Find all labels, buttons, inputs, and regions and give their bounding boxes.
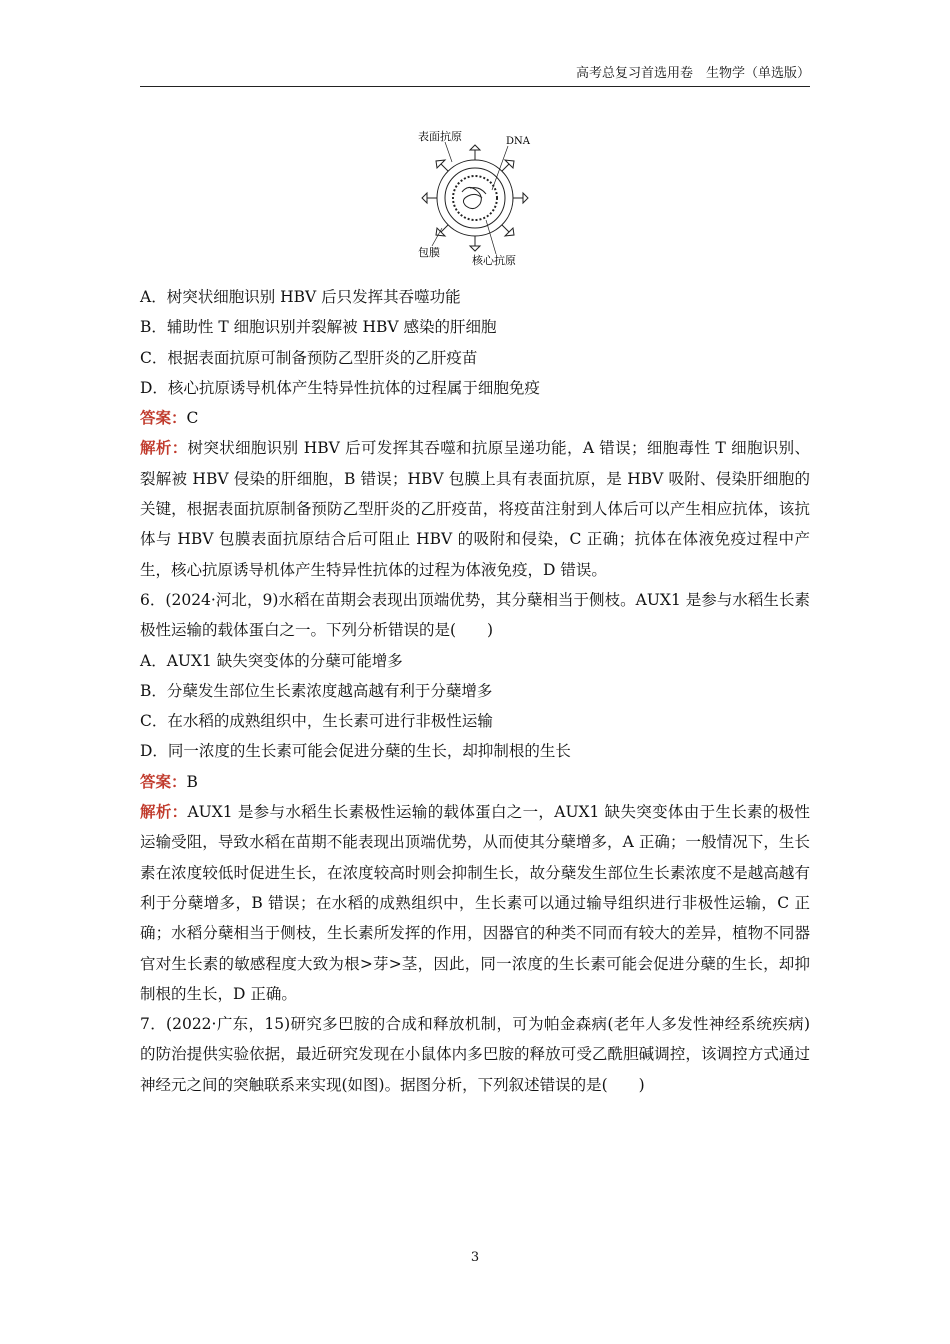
- q5-option-d: D．核心抗原诱导机体产生特异性抗体的过程属于细胞免疫: [140, 378, 540, 397]
- hbv-structure-figure: [410, 128, 540, 268]
- header-title: 高考总复习首选用卷 生物学（单选版）: [575, 66, 810, 81]
- q6-answer-label: 答案：: [140, 771, 187, 791]
- q5-answer: [140, 403, 810, 433]
- q6-analysis-label: 解析：: [140, 802, 188, 822]
- core-antigen-label: 核心抗原: [472, 254, 516, 267]
- q6-option-b: B．分蘖发生部位生长素浓度越高越有利于分蘖增多: [140, 681, 493, 700]
- q5-option-a: A．树突状细胞识别 HBV 后只发挥其吞噬功能: [140, 288, 461, 306]
- surface-antigen-label: 表面抗原: [418, 130, 462, 143]
- core-beaded-ring: [453, 176, 497, 220]
- q5-analysis-text: 树突状细胞识别 HBV 后可发挥其吞噬和抗原呈递功能，A 错误；细胞毒性 T 细胞识别、裂解被 HBV 侵染的肝细胞，B 错误；HBV 包膜上具有表面抗原，是 HBV 吸附、侵染肝细胞的关键，根据表面抗原制备预防乙型肝炎的乙肝疫苗，将疫苗注射到人体后可以产生相应抗体，该抗体与 HBV 包膜表面抗原结合后可阻止 HBV 的吸附和侵染，C 正确；抗体在体液免疫过程中产生，核心抗原诱导机体产生特异性抗体的过程为体液免疫，D 错误。: [140, 439, 810, 579]
- q5-analysis-label: 解析：: [140, 438, 188, 458]
- page-header: [140, 66, 810, 87]
- q5-option-b: B．辅助性 T 细胞识别并裂解被 HBV 感染的肝细胞: [140, 318, 497, 337]
- q6-answer: [140, 767, 810, 797]
- dna-label: DNA: [506, 136, 530, 147]
- q6-analysis: [140, 797, 810, 1009]
- q5-answer-value: C: [186, 409, 199, 428]
- q6-answer-value: B: [186, 772, 198, 791]
- q5-answer-label: 答案：: [140, 408, 187, 428]
- q6-stem: 6．(2024·河北，9)水稻在苗期会表现出顶端优势，其分蘖相当于侧枝。AUX1 是参与水稻生长素极性运输的载体蛋白之一。下列分析错误的是( ): [140, 590, 810, 640]
- q5-option-c: C．根据表面抗原可制备预防乙型肝炎的乙肝疫苗: [140, 348, 478, 367]
- page-number: 3: [470, 1250, 480, 1265]
- page-content: [140, 282, 810, 1100]
- hbv-virus-diagram: [410, 128, 540, 268]
- q5-analysis: [140, 433, 810, 584]
- q6-option-c: C．在水稻的成熟组织中，生长素可进行非极性运输: [140, 712, 493, 731]
- dna-strand-2: [470, 188, 486, 194]
- q6-option-a: A．AUX1 缺失突变体的分蘖可能增多: [140, 651, 403, 670]
- q6-option-d: D．同一浓度的生长素可能会促进分蘖的生长，却抑制根的生长: [140, 742, 571, 761]
- dna-strand: [462, 187, 482, 208]
- q7-stem: 7．(2022·广东，15)研究多巴胺的合成和释放机制，可为帕金森病(老年人多发性神经系统疾病)的防治提供实验依据，最近研究发现在小鼠体内多巴胺的释放可受乙酰胆碱调控，该调控方式通过神经元之间的突触联系来实现(如图)。据图分析，下列叙述错误的是( ): [140, 1015, 810, 1094]
- envelope-label: 包膜: [418, 246, 440, 259]
- q6-analysis-text: AUX1 是参与水稻生长素极性运输的载体蛋白之一，AUX1 缺失突变体由于生长素的极性运输受阻，导致水稻在苗期不能表现出顶端优势，从而使其分蘖增多，A 正确；一般情况下，生长素在浓度较低时促进生长，在浓度较高时则会抑制生长，故分蘖发生部位生长素浓度不是越高越有利于分蘖增多，B 错误；在水稻的成熟组织中，生长素可以通过输导组织进行非极性运输，C 正确；水稻分蘖相当于侧枝，生长素所发挥的作用，因器官的种类不同而有较大的差异，植物不同器官对生长素的敏感程度大致为根>芽>茎，因此，同一浓度的生长素可能会促进分蘖的生长，却抑制根的生长，D 正确。: [140, 803, 810, 1003]
- envelope-outer-ring: [437, 160, 513, 236]
